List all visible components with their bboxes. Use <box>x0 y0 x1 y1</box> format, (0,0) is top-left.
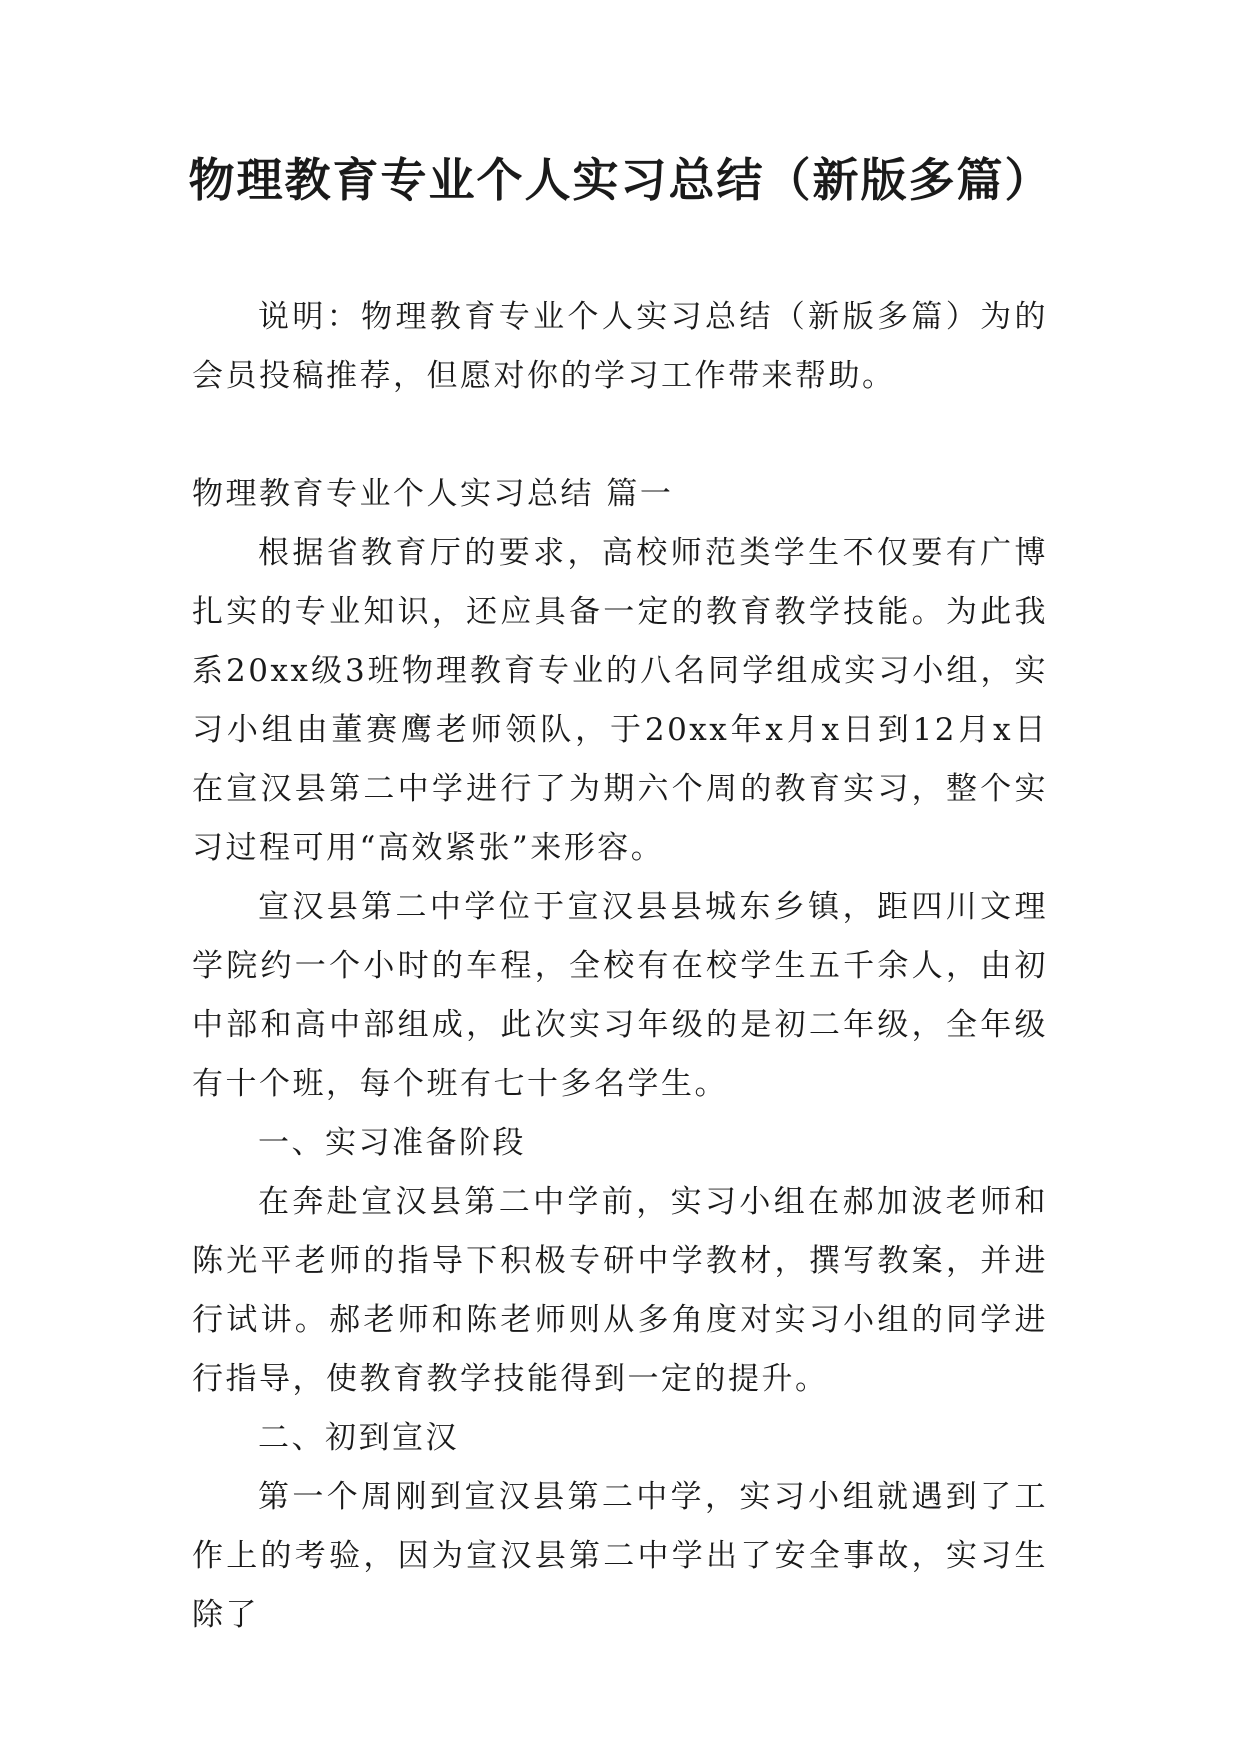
section-heading: 物理教育专业个人实习总结 篇一 <box>192 476 674 512</box>
intro-paragraph: 说明：物理教育专业个人实习总结（新版多篇）为的会员投稿推荐，但愿对你的学习工作带来帮助。 <box>192 299 1048 394</box>
body-paragraph: 第一个周刚到宣汉县第二中学，实习小组就遇到了工作上的考验，因为宣汉县第二中学出了安全事故，实习生除了 <box>192 1479 1048 1633</box>
body-paragraph: 根据省教育厅的要求，高校师范类学生不仅要有广博扎实的专业知识，还应具备一定的教育教学技能。为此我系20xx级3班物理教育专业的八名同学组成实习小组，实习小组由董赛鹰老师领队，于20xx年x月x日到12月x日在宣汉县第二中学进行了为期六个周的教育实习，整个实习过程可用“高效紧张”来形容。 <box>192 535 1048 866</box>
spacer <box>192 406 1048 465</box>
subsection-heading: 一、实习准备阶段 <box>258 1125 526 1161</box>
document-body <box>192 288 1048 1645</box>
document-title: 物理教育专业个人实习总结（新版多篇） <box>188 153 1053 207</box>
body-paragraph: 在奔赴宣汉县第二中学前，实习小组在郝加波老师和陈光平老师的指导下积极专研中学教材，撰写教案，并进行试讲。郝老师和陈老师则从多角度对实习小组的同学进行指导，使教育教学技能得到一定的提升。 <box>192 1184 1048 1397</box>
body-paragraph: 宣汉县第二中学位于宣汉县县城东乡镇，距四川文理学院约一个小时的车程，全校有在校学生五千余人，由初中部和高中部组成，此次实习年级的是初二年级，全年级有十个班，每个班有七十多名学生。 <box>192 889 1048 1102</box>
subsection-heading: 二、初到宣汉 <box>258 1420 459 1456</box>
